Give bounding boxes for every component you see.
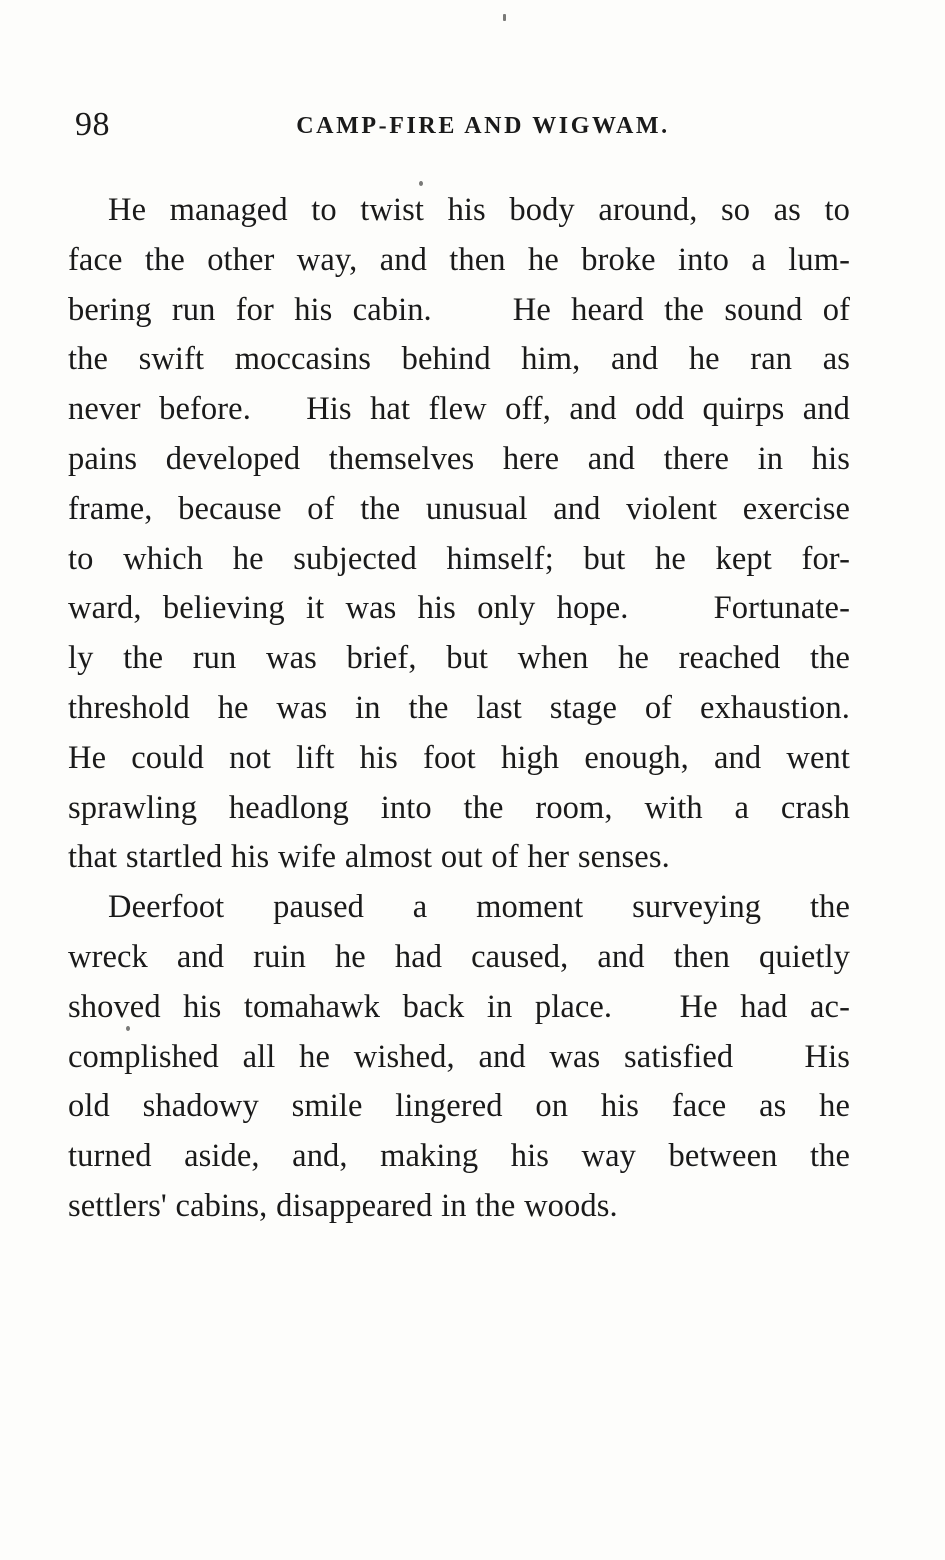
text-line: never before. His hat flew off, and odd quirps and: [68, 391, 850, 428]
text-line: Deerfoot paused a moment surveying the: [108, 889, 850, 926]
text-line: turned aside, and, making his way between the: [68, 1138, 850, 1175]
text-line: old shadowy smile lingered on his face as he: [68, 1088, 850, 1125]
text-line: ward, believing it was his only hope. Fortunate-: [68, 590, 850, 627]
page-speck: [503, 14, 506, 21]
text-line: complished all he wished, and was satisfied His: [68, 1038, 850, 1075]
paragraph-2: [68, 883, 850, 1232]
text-line: to which he subjected himself; but he kept for-: [68, 540, 850, 577]
paragraph-1: [68, 186, 850, 883]
page-number: 98: [75, 106, 110, 143]
running-head: CAMP-FIRE AND WIGWAM.: [296, 113, 670, 139]
text-line: pains developed themselves here and there in his: [68, 440, 850, 477]
text-line: sprawling headlong into the room, with a crash: [68, 789, 850, 826]
text-line: bering run for his cabin. He heard the sound of: [68, 291, 850, 328]
text-line: He managed to twist his body around, so as to: [108, 192, 850, 228]
text-line: threshold he was in the last stage of exhaustion.: [68, 689, 850, 726]
text-line: ly the run was brief, but when he reached the: [68, 640, 850, 677]
text-line: shoved his tomahawk back in place. He had ac-: [68, 988, 850, 1025]
text-line: face the other way, and then he broke into a lum-: [68, 241, 850, 278]
text-line: the swift moccasins behind him, and he ran as: [68, 341, 850, 378]
page-header: [75, 104, 875, 146]
text-line: settlers' cabins, disappeared in the woods.: [68, 1187, 618, 1224]
text-line: that startled his wife almost out of her senses.: [68, 839, 670, 876]
text-line: frame, because of the unusual and violent exercise: [68, 490, 850, 527]
text-line: wreck and ruin he had caused, and then quietly: [68, 938, 850, 975]
text-line: He could not lift his foot high enough, and went: [68, 739, 850, 776]
page-body: [68, 186, 850, 1232]
